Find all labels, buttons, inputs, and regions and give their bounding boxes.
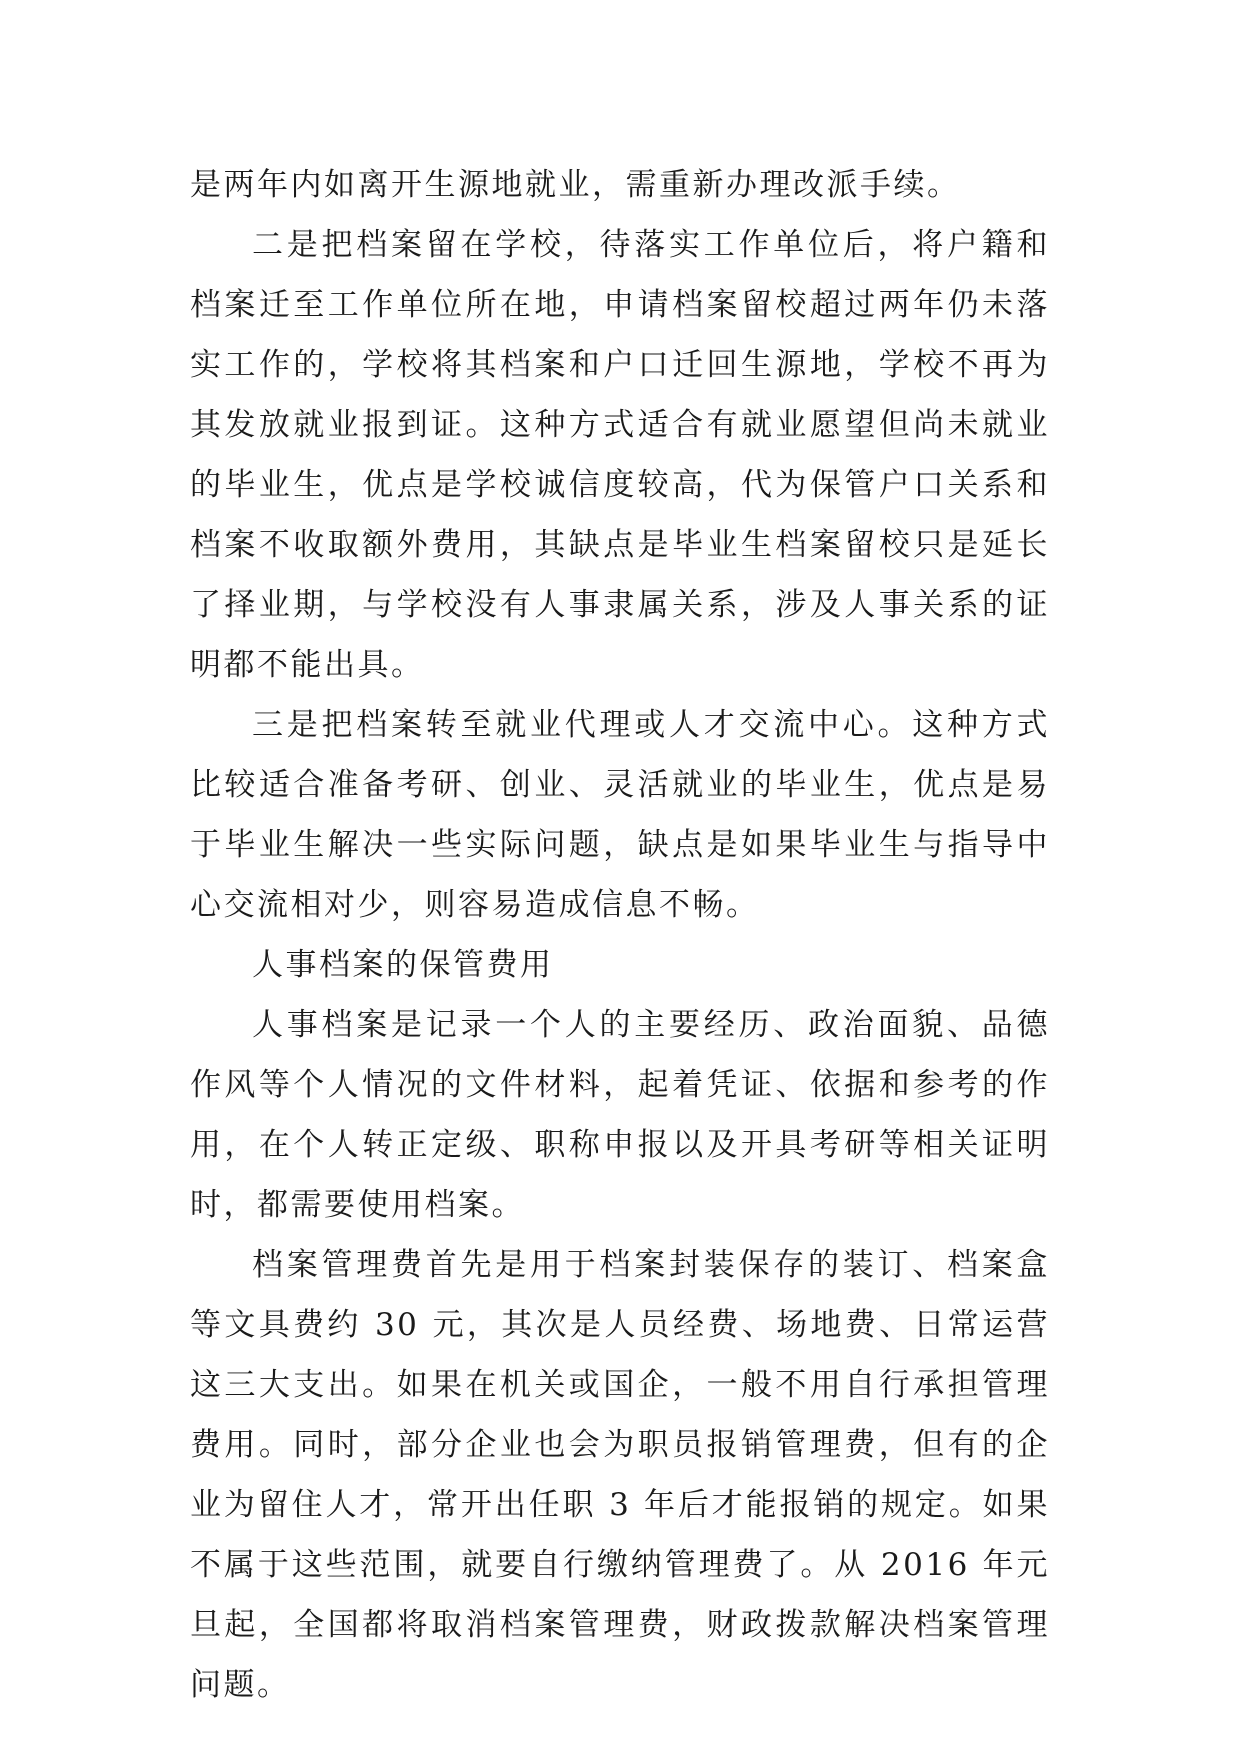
paragraph-continuation: 是两年内如离开生源地就业，需重新办理改派手续。 [190,167,961,203]
document-body [190,155,1050,1715]
paragraph-management-fee: 档案管理费首先是用于档案封装保存的装订、档案盒等文具费约 30 元，其次是人员经费、场地费、日常运营这三大支出。如果在机关或国企，一般不用自行承担管理费用。同时，部分企业也会为职员报销管理费，但有的企业为留住人才，常开出任职 3 年后才能报销的规定。如果不属于这些范围，就要自行缴纳管理费了。从 2016 年元旦起，全国都将取消档案管理费，财政拨款解决档案管理问题。 [190,1247,1050,1703]
paragraph-option-two: 二是把档案留在学校，待落实工作单位后，将户籍和档案迁至工作单位所在地，申请档案留校超过两年仍未落实工作的，学校将其档案和户口迁回生源地，学校不再为其发放就业报到证。这种方式适合有就业愿望但尚未就业的毕业生，优点是学校诚信度较高，代为保管户口关系和档案不收取额外费用，其缺点是毕业生档案留校只是延长了择业期，与学校没有人事隶属关系，涉及人事关系的证明都不能出具。 [190,227,1050,683]
paragraph-archive-definition: 人事档案是记录一个人的主要经历、政治面貌、品德作风等个人情况的文件材料，起着凭证、依据和参考的作用，在个人转正定级、职称申报以及开具考研等相关证明时，都需要使用档案。 [190,1007,1050,1223]
section-heading-fees: 人事档案的保管费用 [252,947,554,983]
paragraph-option-three: 三是把档案转至就业代理或人才交流中心。这种方式比较适合准备考研、创业、灵活就业的毕业生，优点是易于毕业生解决一些实际问题，缺点是如果毕业生与指导中心交流相对少，则容易造成信息不畅。 [190,707,1050,923]
